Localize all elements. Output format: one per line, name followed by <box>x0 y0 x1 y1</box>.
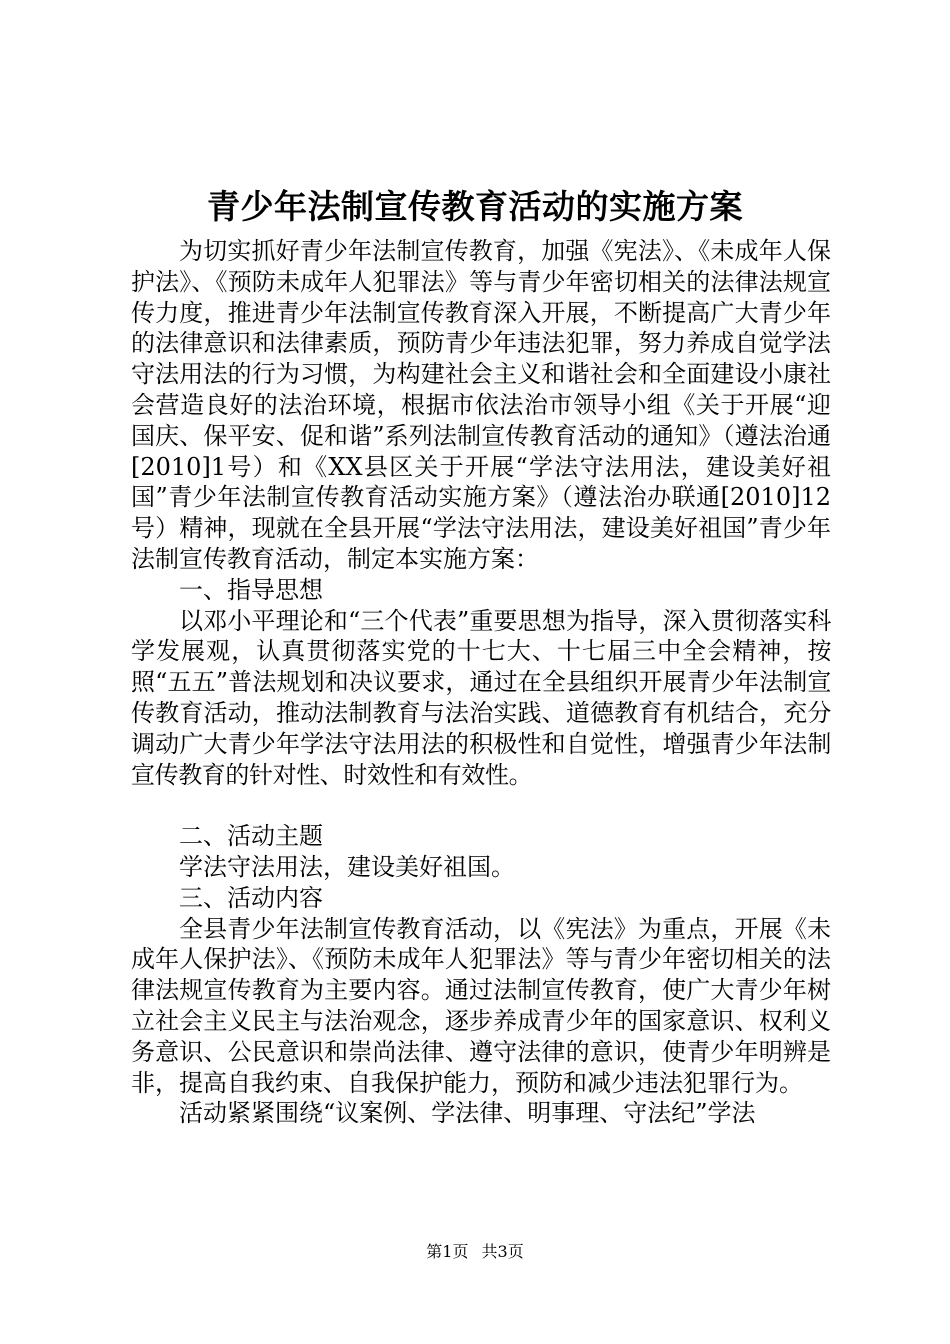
section-heading-activity-theme: 二、活动主题 <box>179 822 323 851</box>
section-paragraph-activity-theme: 学法守法用法，建设美好祖国。 <box>179 852 515 881</box>
section-heading-guiding-ideology: 一、指导思想 <box>179 575 323 604</box>
page-number: 第1页 <box>426 1242 469 1261</box>
intro-paragraph: 为切实抓好青少年法制宣传教育，加强《宪法》、《未成年人保护法》、《预防未成年人犯罪法》等与青少年密切相关的法律法规宣传力度，推进青少年法制宣传教育深入开展，不断提高广大青少年的法律意识和法律素质，预防青少年违法犯罪，努力养成自觉学法守法用法的行为习惯，为构建社会主义和谐社会和全面建设小康社会营造良好的法治环境，根据市依法治市领导小组《关于开展“迎国庆、保平安、促和谐”系列法制宣传教育活动的通知》（遵法治通[2010]1号）和《XX县区关于开展“学法守法用法，建设美好祖国”青少年法制宣传教育活动实施方案》（遵法治办联通[2010]12号）精神，现就在全县开展“学法守法用法，建设美好祖国”青少年法制宣传教育活动，制定本实施方案： <box>131 237 831 573</box>
section-paragraph-activity-content-continued: 活动紧紧围绕“议案例、学法律、明事理、守法纪”学法 <box>179 1099 756 1128</box>
section-paragraph-guiding-ideology: 以邓小平理论和“三个代表”重要思想为指导，深入贯彻落实科学发展观，认真贯彻落实党的十七大、十七届三中全会精神，按照“五五”普法规划和决议要求，通过在全县组织开展青少年法制宣传教育活动，推动法制教育与法治实践、道德教育有机结合，充分调动广大青少年学法守法用法的积极性和自觉性，增强青少年法制宣传教育的针对性、时效性和有效性。 <box>131 606 831 789</box>
page-footer <box>0 1241 950 1263</box>
page-total: 共3页 <box>481 1242 524 1261</box>
section-heading-activity-content: 三、活动内容 <box>179 883 323 912</box>
document-body <box>131 236 831 1129</box>
section-paragraph-activity-content: 全县青少年法制宣传教育活动，以《宪法》为重点，开展《未成年人保护法》、《预防未成年人犯罪法》等与青少年密切相关的法律法规宣传教育为主要内容。通过法制宣传教育，使广大青少年树立社会主义民主与法治观念，逐步养成青少年的国家意识、权利义务意识、公民意识和崇尚法律、遵守法律的意识，使青少年明辨是非，提高自我约束、自我保护能力，预防和减少违法犯罪行为。 <box>131 914 831 1097</box>
document-title: 青少年法制宣传教育活动的实施方案 <box>207 187 743 226</box>
paragraph-gap <box>131 790 831 821</box>
